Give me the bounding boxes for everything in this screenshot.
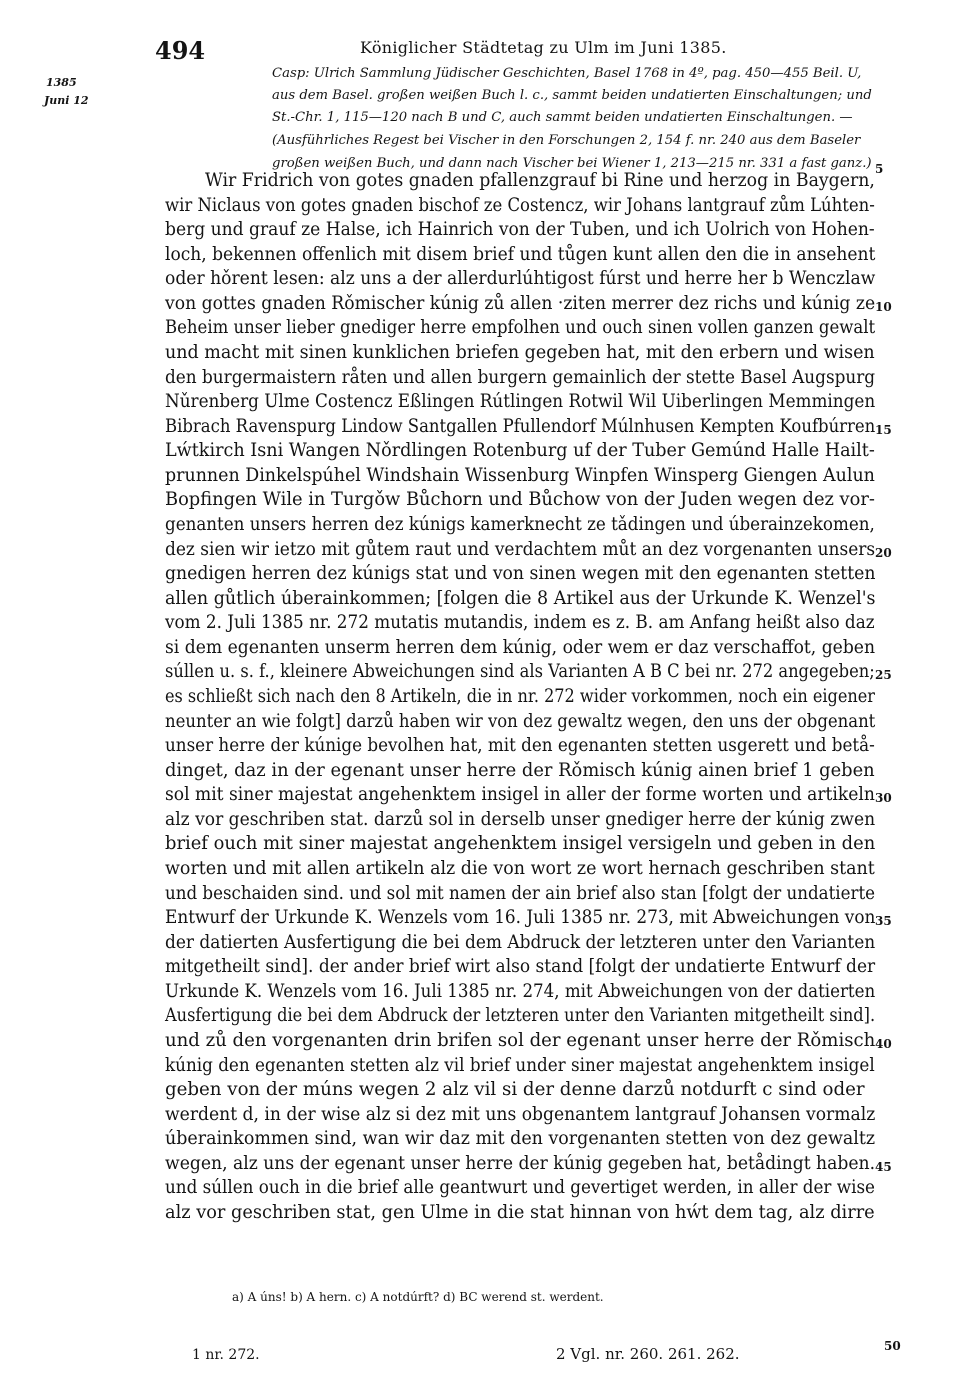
body-line: Nǔrenberg Ulme Costencz Eßlingen Rútlingen Rotwil Wil Uiberlingen Memmingen: [165, 391, 876, 413]
line-number: 35: [875, 914, 892, 929]
line-number: 15: [875, 422, 892, 437]
footnote-2: 2 Vgl. nr. 260. 261. 262.: [556, 1345, 740, 1363]
line-number: 40: [875, 1036, 892, 1051]
body-line: vom 2. Juli 1385 nr. 272 mutatis mutandis, indem es z. B. am Anfang heißt also daz: [165, 612, 875, 634]
body-line: loch, bekennen offenlich mit disem brief und tůgen kunt allen den die in ansehent: [165, 243, 876, 265]
source-note-line: großen weißen Buch, und dann nach Vischer bei Wiener 1, 213—215 nr. 331 a fast ganz.): [272, 156, 872, 171]
body-line: Wir Fridrich von gotes gnaden pfallenzgrauf bi Rine und herzog in Baygern,: [205, 170, 875, 191]
body-line: gnedigen herren dez kúnigs stat und von sinen wegen mit den egenanten stetten: [165, 563, 876, 585]
page-end-line-number: 50: [884, 1339, 901, 1353]
body-line: und zů den vorgenanten drin brifen sol der egenant unser herre der Rǒmisch: [165, 1029, 876, 1051]
body-line: Bopfingen Wile in Turgǒw Bůchorn und Bůchow von der Juden wegen dez vor-: [165, 489, 875, 511]
body-line: Lẃtkirch Isni Wangen Nǒrdlingen Rotenburg uf der Tuber Gemúnd Halle Hailt-: [165, 440, 875, 462]
margin-date-year: 1385: [46, 76, 77, 89]
body-line: sol mit siner majestat angehenktem insigel in aller der forme worten und artikeln: [165, 784, 875, 806]
body-line: alz vor geschriben stat, gen Ulme in die stat hinnan von hẃt dem tag, alz dirre: [165, 1201, 875, 1223]
body-line: oder hǒrent lesen: alz uns a der allerdurlúhtigost fúrst und herre her b Wenczlaw: [165, 268, 876, 290]
body-line: und macht mit sinen kunklichen briefen gegeben hat, mit den erbern und wisen: [165, 341, 875, 363]
source-note-line: aus dem Basel. großen weißen Buch l. c., sammt beiden undatierten Einschaltungen; und: [272, 88, 872, 103]
body-line: brief ouch mit siner majestat angehenktem insigel versigeln und geben in den: [165, 833, 876, 855]
body-line: Beheim unser lieber gnediger herre empfolhen und ouch sinen vollen ganzen gewalt: [165, 317, 876, 339]
body-line: und súllen ouch in die brief alle geantwurt und gevertiget werden, in aller der wise: [165, 1177, 875, 1199]
line-number: 45: [875, 1159, 892, 1174]
line-number: 10: [875, 299, 892, 314]
source-note-line: St.-Chr. 1, 115—120 nach B und C, auch sammt beiden undatierten Einschaltungen. —: [272, 110, 853, 125]
body-line: si dem egenanten unserm herren dem kúnig, oder wem er daz verschaffot, geben: [165, 636, 875, 658]
body-line: dinget, daz in der egenant unser herre der Rǒmisch kúnig ainen brief 1 geben: [165, 759, 875, 781]
page-number: 494: [155, 36, 206, 65]
body-line: prunnen Dinkelspúhel Windshain Wissenburg Winpfen Winsperg Giengen Aulun: [165, 464, 875, 486]
variant-notes: a) A úns! b) A hern. c) A notdúrft? d) BC werend st. werdent.: [232, 1290, 604, 1304]
body-line: den burgermaistern råten und allen burgern gemainlich der stette Basel Augspurg: [165, 366, 876, 388]
body-line: berg und grauf ze Halse, ich Hainrich von der Tuben, und ich Uolrich von Hohen-: [165, 219, 875, 241]
body-line: allen gůtlich úberainkommen; [folgen die 8 Artikel aus der Urkunde K. Wenzel's: [165, 587, 876, 609]
source-note-line: Casp: Ulrich Sammlung Jüdischer Geschichten, Basel 1768 in 4º, pag. 450—455 Beil. U,: [272, 66, 862, 81]
body-line: und beschaiden sind. und sol mit namen der ain brief also stan [folgt der undatierte: [165, 882, 876, 904]
body-line: genanten unsers herren dez kúnigs kamerknecht ze tǎdingen und úberainzekomen,: [165, 513, 875, 535]
body-line: der datierten Ausfertigung die bei dem Abdruck der letzteren unter den Varianten: [165, 931, 876, 953]
body-line: Entwurf der Urkunde K. Wenzels vom 16. Juli 1385 nr. 273, mit Abweichungen von: [165, 907, 876, 929]
body-line: kúnig den egenanten stetten alz vil brief under siner majestat angehenktem insigel: [165, 1054, 875, 1076]
margin-date-day: Juni 12: [44, 94, 89, 107]
running-title: Königlicher Städtetag zu Ulm im Juni 1385.: [360, 38, 727, 57]
body-line: úberainkommen sind, wan wir daz mit den vorgenanten stetten von dez gewaltz: [165, 1128, 876, 1150]
footnote-1: 1 nr. 272.: [192, 1347, 260, 1363]
body-line: súllen u. s. f., kleinere Abweichungen sind als Varianten A B C bei nr. 272 angegeben;: [165, 661, 875, 683]
body-line: unser herre der kúnige bevolhen hat, mit den egenanten stetten usgerett und betå-: [165, 735, 875, 757]
body-line: es schließt sich nach den 8 Artikeln, die in nr. 272 wider vorkommen, noch ein eigener: [165, 685, 875, 707]
line-number: 25: [875, 668, 892, 683]
body-line: neunter an wie folgt] darzů haben wir von dez gewaltz wegen, den uns der obgenant: [165, 710, 876, 732]
source-note-line: (Ausführliches Regest bei Vischer in den Forschungen 2, 154 f. nr. 240 aus dem Baseler: [272, 133, 861, 148]
body-line: Bibrach Ravenspurg Lindow Santgallen Pfullendorf Múlnhusen Kempten Koufbúrren: [165, 415, 876, 437]
line-number: 5: [875, 162, 884, 176]
body-line: wegen, alz uns der egenant unser herre der kúnig gegeben hat, betådingt haben.: [165, 1152, 876, 1174]
body-line: Urkunde K. Wenzels vom 16. Juli 1385 nr. 274, mit Abweichungen von der datierten: [165, 980, 876, 1002]
body-line: mitgetheilt sind]. der ander brief wirt also stand [folgt der undatierte Entwurf der: [165, 956, 876, 978]
body-line: geben von der múns wegen 2 alz vil si der denne darzů notdurft c sind oder: [165, 1079, 865, 1101]
body-line: wir Niclaus von gotes gnaden bischof ze Costencz, wir Johans lantgrauf zům Lúhten-: [165, 194, 875, 216]
line-number: 30: [875, 791, 892, 806]
body-line: worten und mit allen artikeln alz die von wort ze wort hernach geschriben stant: [165, 857, 875, 879]
body-line: von gottes gnaden Rǒmischer kúnig zů allen ·ziten merrer dez richs und kúnig ze: [165, 292, 876, 314]
body-line: dez sien wir ietzo mit gůtem raut und verdachtem můt an dez vorgenanten unsers: [165, 538, 876, 560]
body-line: alz vor geschriben stat. darzů sol in derselb unser gnediger herre der kúnig zwen: [165, 808, 876, 830]
body-line: Ausfertigung die bei dem Abdruck der letzteren unter den Varianten mitgetheilt sind].: [165, 1005, 876, 1027]
line-number: 20: [875, 545, 892, 560]
body-line: werdent d, in der wise alz si dez mit uns obgenantem lantgrauf Johansen vormalz: [165, 1103, 876, 1125]
